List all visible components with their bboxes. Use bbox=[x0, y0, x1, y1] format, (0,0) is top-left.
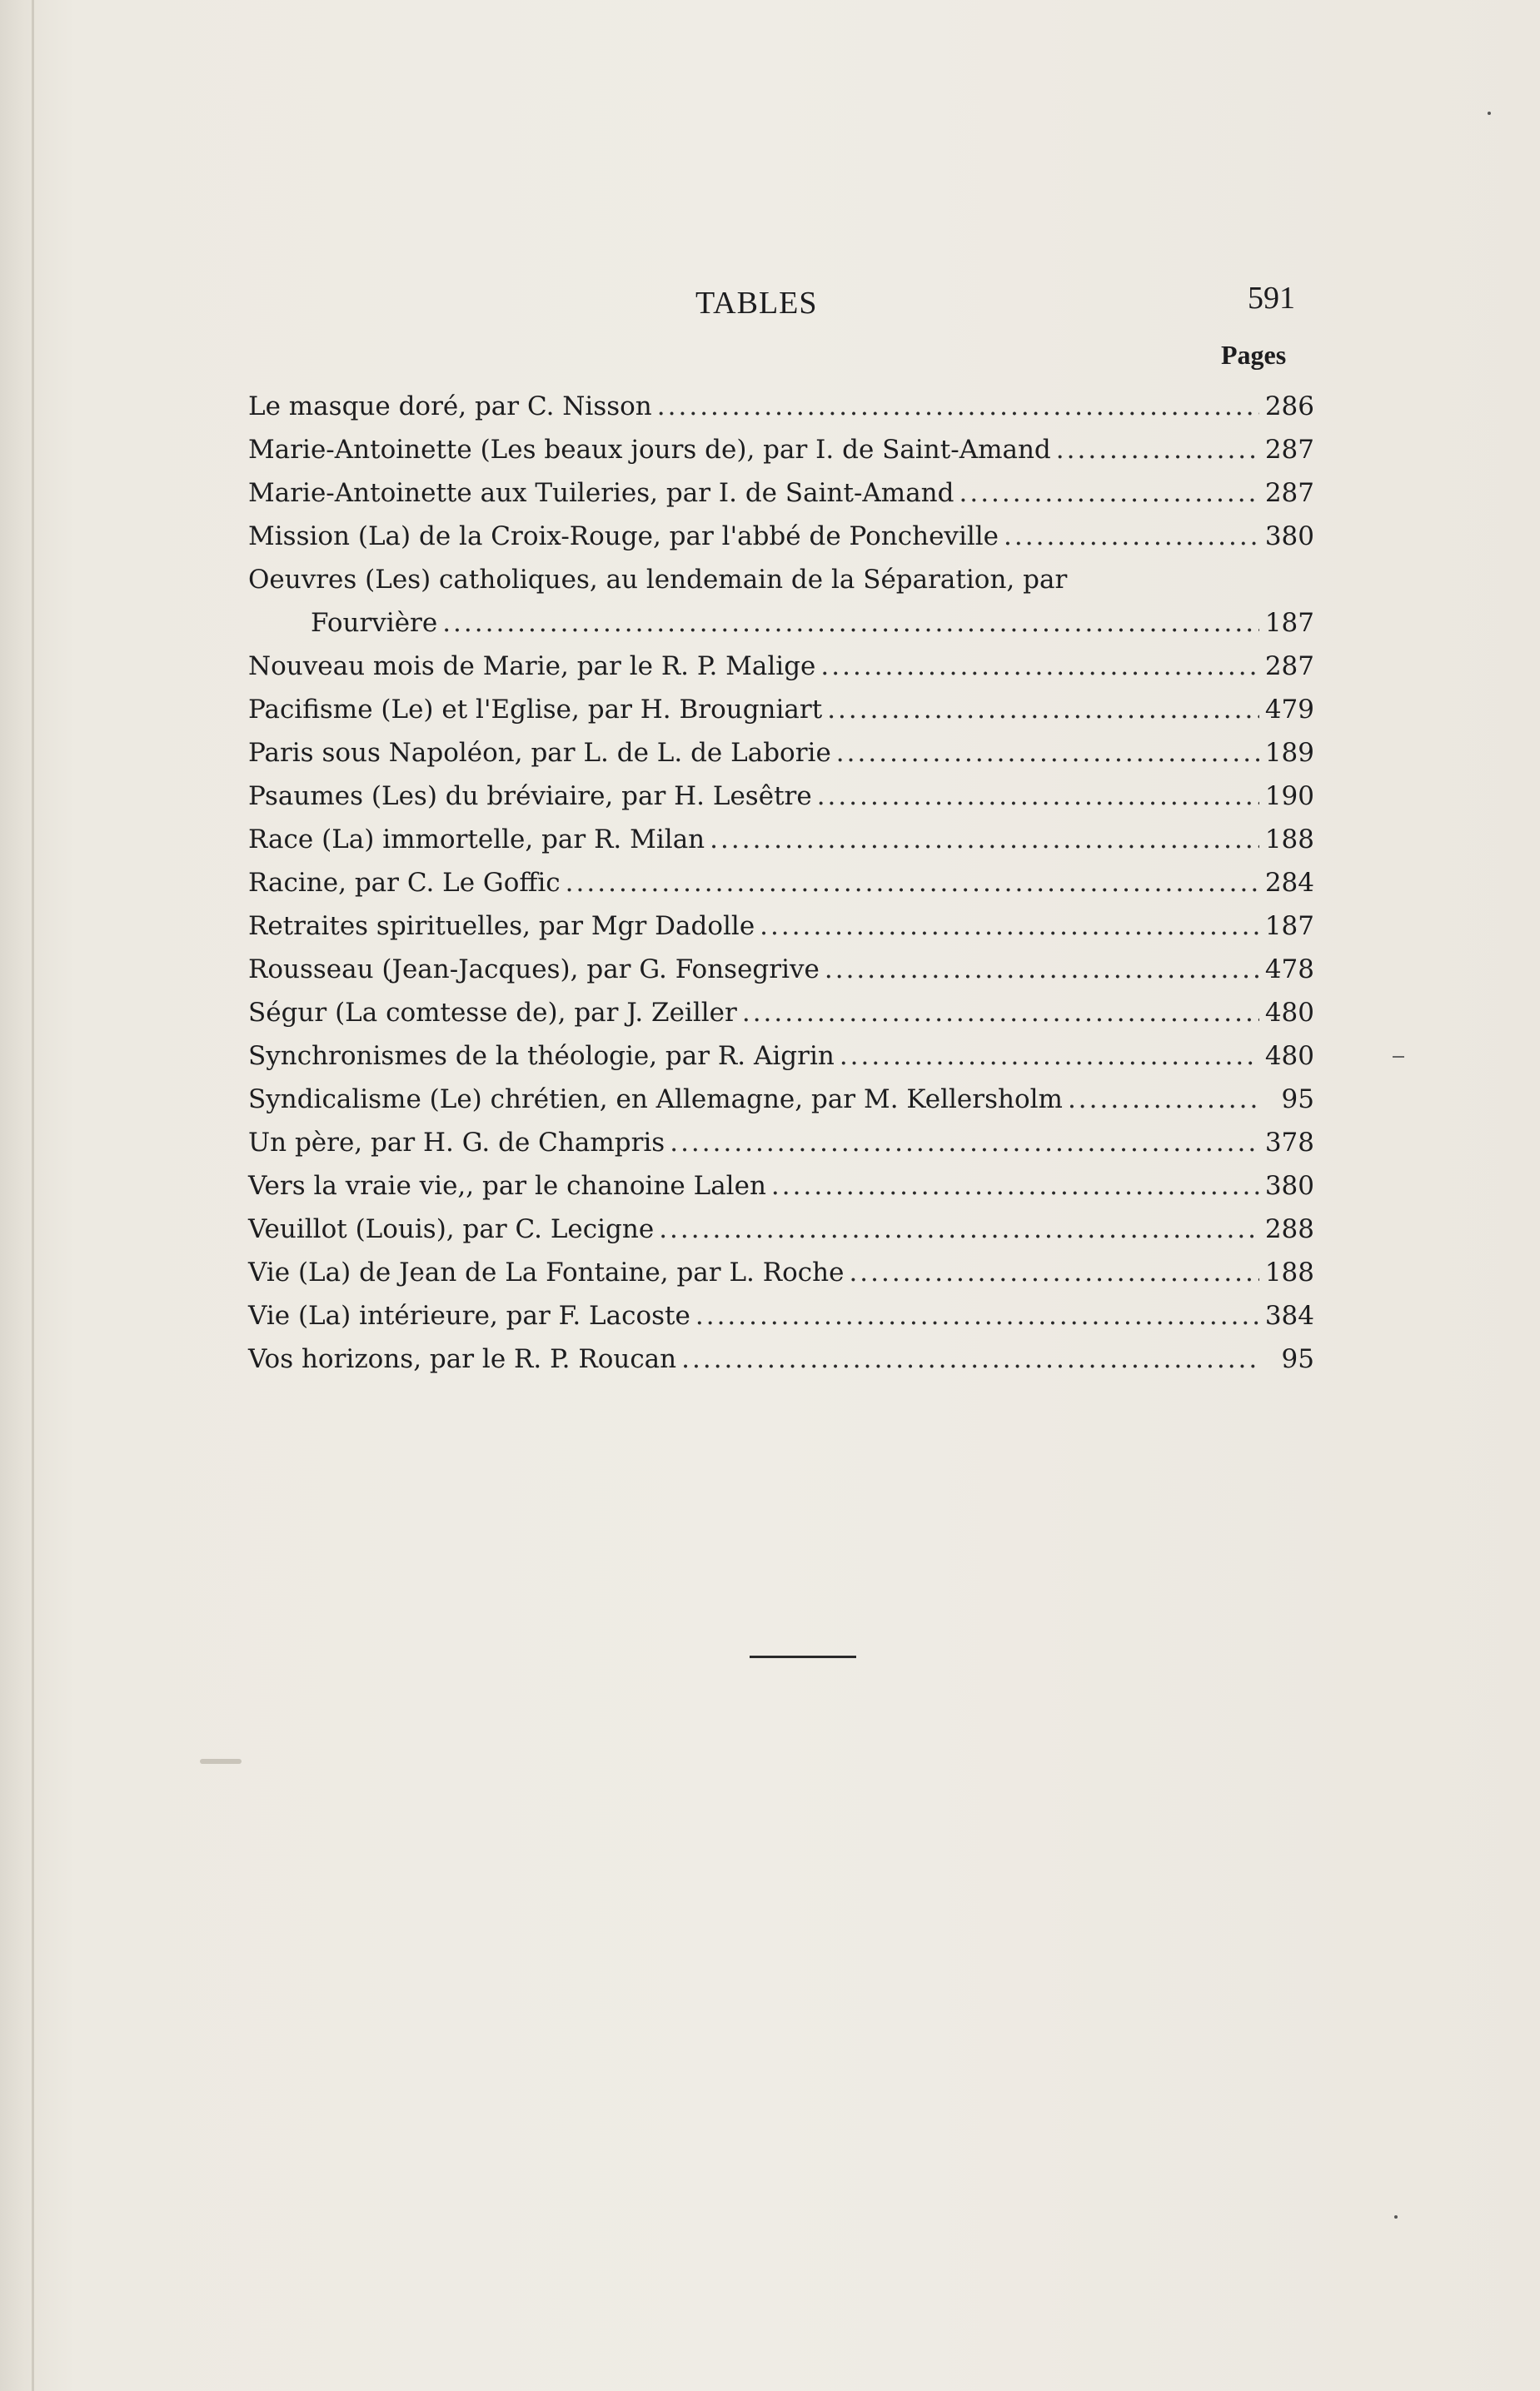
dot-leader bbox=[827, 695, 1259, 725]
end-rule bbox=[750, 1656, 856, 1658]
index-entry bbox=[248, 868, 1314, 911]
entry-page: 380 bbox=[1264, 1171, 1314, 1201]
pages-column-label: Pages bbox=[1221, 340, 1287, 370]
index-entry bbox=[248, 824, 1314, 868]
running-header-title: TABLES bbox=[695, 286, 818, 321]
paper-mark bbox=[200, 1759, 242, 1764]
entry-title: Vers la vraie vie,, par le chanoine Lalen bbox=[248, 1171, 766, 1201]
entry-title: Vos horizons, par le R. P. Roucan bbox=[248, 1344, 677, 1374]
entry-page: 288 bbox=[1264, 1214, 1314, 1244]
dot-leader bbox=[566, 868, 1259, 898]
entry-title: Paris sous Napoléon, par L. de L. de Laborie bbox=[248, 738, 831, 768]
index-entry bbox=[248, 1041, 1314, 1084]
entry-page: 187 bbox=[1264, 608, 1314, 638]
entry-title: Retraites spirituelles, par Mgr Dadolle bbox=[248, 911, 755, 941]
entry-page: 95 bbox=[1281, 1344, 1314, 1374]
index-entry bbox=[248, 1301, 1314, 1344]
index-entry bbox=[248, 435, 1314, 478]
index-entry bbox=[248, 911, 1314, 954]
dot-leader bbox=[710, 824, 1259, 854]
entry-title: Marie-Antoinette (Les beaux jours de), par I. de Saint-Amand bbox=[248, 435, 1051, 465]
entry-title: Marie-Antoinette aux Tuileries, par I. de Saint-Amand bbox=[248, 478, 954, 508]
dot-leader bbox=[836, 738, 1259, 768]
dot-leader bbox=[695, 1301, 1259, 1331]
dot-leader bbox=[849, 1258, 1259, 1288]
index-entry bbox=[248, 478, 1314, 521]
entry-page: 287 bbox=[1264, 651, 1314, 681]
dot-leader bbox=[820, 651, 1259, 681]
entry-page: 380 bbox=[1264, 521, 1314, 551]
index-entry bbox=[248, 565, 1314, 608]
entry-page: 378 bbox=[1264, 1128, 1314, 1158]
paper-speck bbox=[1394, 2215, 1398, 2219]
entry-page: 189 bbox=[1264, 738, 1314, 768]
dot-leader bbox=[670, 1128, 1259, 1158]
entry-page: 284 bbox=[1264, 868, 1314, 898]
dot-leader bbox=[840, 1041, 1259, 1071]
index-entry bbox=[248, 1084, 1314, 1128]
paper-speck bbox=[1488, 112, 1491, 115]
index-entry bbox=[248, 1258, 1314, 1301]
index-entry bbox=[248, 1171, 1314, 1214]
entry-title: Vie (La) de Jean de La Fontaine, par L. Roche bbox=[248, 1258, 845, 1288]
index-entry bbox=[248, 391, 1314, 435]
entry-title: Fourvière bbox=[311, 608, 438, 638]
entry-title: Nouveau mois de Marie, par le R. P. Malige bbox=[248, 651, 816, 681]
binding-gutter bbox=[32, 0, 34, 2391]
index-entry bbox=[248, 738, 1314, 781]
dot-leader bbox=[742, 998, 1259, 1028]
index-entry bbox=[248, 781, 1314, 824]
entry-page: 478 bbox=[1264, 954, 1314, 984]
dot-leader bbox=[825, 954, 1259, 984]
entry-page: 479 bbox=[1264, 695, 1314, 725]
index-entry bbox=[248, 608, 1314, 651]
dot-leader bbox=[657, 391, 1259, 421]
entry-title: Un père, par H. G. de Champris bbox=[248, 1128, 665, 1158]
entry-page: 190 bbox=[1264, 781, 1314, 811]
entry-title: Pacifisme (Le) et l'Eglise, par H. Brougniart bbox=[248, 695, 823, 725]
dot-leader bbox=[1068, 1084, 1259, 1114]
dot-leader bbox=[1056, 435, 1259, 465]
entry-title: Veuillot (Louis), par C. Lecigne bbox=[248, 1214, 655, 1244]
index-entry bbox=[248, 954, 1314, 998]
page-number: 591 bbox=[1248, 281, 1295, 316]
entry-page: 287 bbox=[1264, 478, 1314, 508]
entry-title: Mission (La) de la Croix-Rouge, par l'abbé de Poncheville bbox=[248, 521, 999, 551]
entry-title: Vie (La) intérieure, par F. Lacoste bbox=[248, 1301, 690, 1331]
index-entry bbox=[248, 1344, 1314, 1387]
dot-leader bbox=[1004, 521, 1259, 551]
entry-title: Syndicalisme (Le) chrétien, en Allemagne, par M. Kellersholm bbox=[248, 1084, 1063, 1114]
entry-page: 384 bbox=[1264, 1301, 1314, 1331]
entry-page: 480 bbox=[1264, 1041, 1314, 1071]
entry-title: Race (La) immortelle, par R. Milan bbox=[248, 824, 705, 854]
index-entry bbox=[248, 521, 1314, 565]
dot-leader bbox=[442, 608, 1259, 638]
entry-title: Synchronismes de la théologie, par R. Aigrin bbox=[248, 1041, 835, 1071]
entry-title: Oeuvres (Les) catholiques, au lendemain de la Séparation, par bbox=[248, 565, 1068, 595]
dot-leader bbox=[681, 1344, 1259, 1374]
entry-title: Ségur (La comtesse de), par J. Zeiller bbox=[248, 998, 737, 1028]
paper-mark bbox=[1393, 1056, 1404, 1058]
index-entry bbox=[248, 695, 1314, 738]
entry-title: Racine, par C. Le Goffic bbox=[248, 868, 561, 898]
dot-leader bbox=[659, 1214, 1259, 1244]
index-entries bbox=[248, 391, 1314, 1387]
dot-leader bbox=[760, 911, 1259, 941]
entry-title: Le masque doré, par C. Nisson bbox=[248, 391, 652, 421]
entry-page: 188 bbox=[1264, 1258, 1314, 1288]
entry-title: Psaumes (Les) du bréviaire, par H. Lesêtre bbox=[248, 781, 812, 811]
entry-page: 95 bbox=[1281, 1084, 1314, 1114]
entry-page: 480 bbox=[1264, 998, 1314, 1028]
entry-page: 188 bbox=[1264, 824, 1314, 854]
index-entry bbox=[248, 1128, 1314, 1171]
index-entry bbox=[248, 1214, 1314, 1258]
entry-page: 187 bbox=[1264, 911, 1314, 941]
dot-leader bbox=[959, 478, 1260, 508]
index-entry bbox=[248, 651, 1314, 695]
dot-leader bbox=[817, 781, 1259, 811]
entry-title: Rousseau (Jean-Jacques), par G. Fonsegrive bbox=[248, 954, 820, 984]
entry-page: 287 bbox=[1264, 435, 1314, 465]
entry-page: 286 bbox=[1264, 391, 1314, 421]
index-entry bbox=[248, 998, 1314, 1041]
dot-leader bbox=[771, 1171, 1259, 1201]
